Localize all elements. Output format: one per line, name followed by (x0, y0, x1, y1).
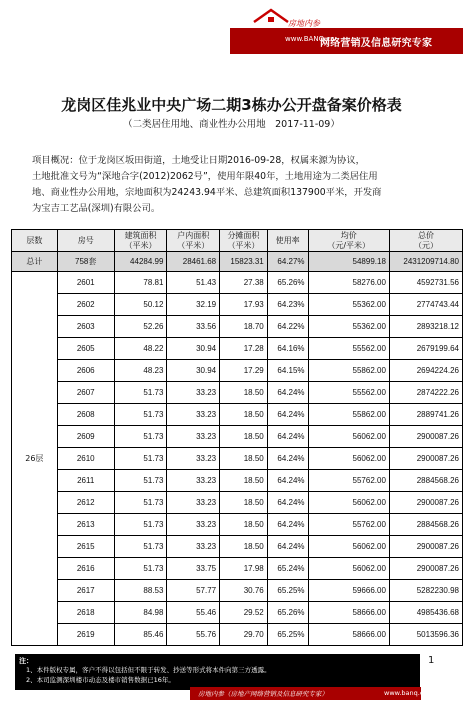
usage-rate-cell: 64.24% (267, 536, 308, 558)
shared-area-cell: 18.50 (220, 492, 268, 514)
table-row (12, 382, 463, 404)
built-area-cell: 51.73 (114, 470, 167, 492)
unit-price-cell: 55562.00 (308, 382, 389, 404)
table-row (12, 514, 463, 536)
total-price-cell: 2893218.12 (389, 316, 462, 338)
header-usage-rate: 使用率 (267, 230, 308, 252)
unit-price-cell: 55362.00 (308, 316, 389, 338)
floor-label: 26层 (12, 272, 58, 646)
unit-price-cell: 55762.00 (308, 470, 389, 492)
shared-area-cell: 18.50 (220, 426, 268, 448)
usage-rate-cell: 64.16% (267, 338, 308, 360)
footer-note-1: 1、本件版权专属，客户不得以包括但不限于转发、抄送等形式将本件向第三方透露。 (26, 666, 271, 674)
total-shared-area: 15823.31 (220, 252, 268, 272)
built-area-cell: 51.73 (114, 382, 167, 404)
usage-rate-cell: 64.24% (267, 492, 308, 514)
shared-area-cell: 27.38 (220, 272, 268, 294)
header-total-price: 总价 （元） (389, 230, 462, 252)
project-overview (32, 153, 434, 217)
table-row (12, 316, 463, 338)
room-number-cell: 2617 (57, 580, 114, 602)
footer-note-title: 注： (19, 657, 33, 665)
inner-area-cell: 33.23 (167, 470, 220, 492)
shared-area-cell: 18.50 (220, 404, 268, 426)
table-row (12, 272, 463, 294)
built-area-cell: 52.26 (114, 316, 167, 338)
unit-price-cell: 58666.00 (308, 624, 389, 646)
inner-area-cell: 33.23 (167, 492, 220, 514)
price-table (11, 229, 463, 646)
unit-price-cell: 58276.00 (308, 272, 389, 294)
usage-rate-cell: 64.24% (267, 404, 308, 426)
unit-price-cell: 56062.00 (308, 492, 389, 514)
usage-rate-cell: 64.24% (267, 470, 308, 492)
room-number-cell: 2602 (57, 294, 114, 316)
total-price-cell: 4592731.56 (389, 272, 462, 294)
total-price-cell: 2889741.26 (389, 404, 462, 426)
built-area-cell: 51.73 (114, 404, 167, 426)
table-row (12, 338, 463, 360)
unit-price-cell: 56062.00 (308, 426, 389, 448)
room-number-cell: 2616 (57, 558, 114, 580)
overview-line: 土地批准文号为“深地合字(2012)2062号”，使用年限40年，土地用途为二类居住用 (32, 171, 378, 182)
table-row (12, 426, 463, 448)
built-area-cell: 51.73 (114, 536, 167, 558)
usage-rate-cell: 64.15% (267, 360, 308, 382)
header-inner-area: 户内面积 （平米） (167, 230, 220, 252)
shared-area-cell: 18.50 (220, 470, 268, 492)
total-price-cell: 2874222.26 (389, 382, 462, 404)
header-floor: 层数 (12, 230, 58, 252)
house-logo-icon (252, 8, 290, 30)
total-price-cell: 2694224.26 (389, 360, 462, 382)
unit-price-cell: 58666.00 (308, 602, 389, 624)
total-price-cell: 2900087.26 (389, 536, 462, 558)
room-number-cell: 2611 (57, 470, 114, 492)
room-number-cell: 2608 (57, 404, 114, 426)
table-header-row (12, 230, 463, 252)
unit-price-cell: 55362.00 (308, 294, 389, 316)
shared-area-cell: 30.76 (220, 580, 268, 602)
usage-rate-cell: 64.24% (267, 514, 308, 536)
total-price-cell: 2679199.64 (389, 338, 462, 360)
shared-area-cell: 17.93 (220, 294, 268, 316)
usage-rate-cell: 64.22% (267, 316, 308, 338)
inner-area-cell: 57.77 (167, 580, 220, 602)
overview-line: 地、商业性办公用地，宗地面积为24243.94平米、总建筑面积137900平米，开发商 (32, 187, 382, 198)
built-area-cell: 50.12 (114, 294, 167, 316)
table-row (12, 580, 463, 602)
inner-area-cell: 33.75 (167, 558, 220, 580)
built-area-cell: 48.23 (114, 360, 167, 382)
total-row (12, 252, 463, 272)
built-area-cell: 78.81 (114, 272, 167, 294)
room-number-cell: 2618 (57, 602, 114, 624)
room-number-cell: 2615 (57, 536, 114, 558)
footer-brand: 房地内参（房地产网络营销及信息研究专家） (198, 690, 328, 698)
document-title: 龙岗区佳兆业中央广场二期3栋办公开盘备案价格表 (61, 96, 402, 114)
total-total-price: 2431209714.80 (389, 252, 462, 272)
room-number-cell: 2603 (57, 316, 114, 338)
shared-area-cell: 18.50 (220, 536, 268, 558)
total-price-cell: 2900087.26 (389, 426, 462, 448)
shared-area-cell: 17.29 (220, 360, 268, 382)
shared-area-cell: 18.50 (220, 514, 268, 536)
usage-rate-cell: 65.25% (267, 624, 308, 646)
total-price-cell: 2884568.26 (389, 514, 462, 536)
total-price-cell: 2900087.26 (389, 558, 462, 580)
table-row (12, 492, 463, 514)
header-unit-price: 均价 （元/平米） (308, 230, 389, 252)
table-row (12, 624, 463, 646)
built-area-cell: 84.98 (114, 602, 167, 624)
room-number-cell: 2613 (57, 514, 114, 536)
usage-rate-cell: 65.26% (267, 272, 308, 294)
footer-note-2: 2、本司监测深圳楼市动态及楼市销售数据已16年。 (26, 676, 175, 684)
shared-area-cell: 18.50 (220, 382, 268, 404)
total-room-count: 758套 (57, 252, 114, 272)
room-number-cell: 2609 (57, 426, 114, 448)
built-area-cell: 48.22 (114, 338, 167, 360)
total-price-cell: 5013596.36 (389, 624, 462, 646)
usage-rate-cell: 64.24% (267, 382, 308, 404)
usage-rate-cell: 64.23% (267, 294, 308, 316)
banner-brand-name: 房地内参 (288, 19, 320, 28)
built-area-cell: 51.73 (114, 492, 167, 514)
shared-area-cell: 17.28 (220, 338, 268, 360)
page-number: 1 (428, 655, 435, 666)
built-area-cell: 51.73 (114, 426, 167, 448)
room-number-cell: 2607 (57, 382, 114, 404)
table-row (12, 360, 463, 382)
document-subtitle: （二类居住用地、商业性办公用地 2017-11-09） (123, 119, 340, 130)
table-row (12, 602, 463, 624)
total-price-cell: 2900087.26 (389, 448, 462, 470)
overview-line: 项目概况：位于龙岗区坂田街道，土地受让日期2016-09-28，权属来源为协议， (32, 155, 365, 166)
room-number-cell: 2606 (57, 360, 114, 382)
inner-area-cell: 33.23 (167, 536, 220, 558)
overview-line: 为宝吉工艺品(深圳)有限公司。 (32, 203, 161, 214)
shared-area-cell: 29.52 (220, 602, 268, 624)
unit-price-cell: 55862.00 (308, 360, 389, 382)
table-row (12, 404, 463, 426)
shared-area-cell: 29.70 (220, 624, 268, 646)
built-area-cell: 51.73 (114, 448, 167, 470)
shared-area-cell: 18.50 (220, 448, 268, 470)
total-price-cell: 2774743.44 (389, 294, 462, 316)
header-shared-area: 分摊面积 （平米） (220, 230, 268, 252)
table-row (12, 448, 463, 470)
unit-price-cell: 56062.00 (308, 448, 389, 470)
inner-area-cell: 33.23 (167, 404, 220, 426)
total-usage-rate: 64.27% (267, 252, 308, 272)
unit-price-cell: 55862.00 (308, 404, 389, 426)
built-area-cell: 85.46 (114, 624, 167, 646)
room-number-cell: 2601 (57, 272, 114, 294)
unit-price-cell: 56062.00 (308, 536, 389, 558)
usage-rate-cell: 65.24% (267, 558, 308, 580)
total-price-cell: 5282230.98 (389, 580, 462, 602)
inner-area-cell: 33.23 (167, 448, 220, 470)
table-row (12, 294, 463, 316)
built-area-cell: 51.73 (114, 514, 167, 536)
banner-slogan: 网络营销及信息研究专家 (320, 38, 433, 49)
shared-area-cell: 17.98 (220, 558, 268, 580)
total-inner-area: 28461.68 (167, 252, 220, 272)
room-number-cell: 2612 (57, 492, 114, 514)
inner-area-cell: 55.46 (167, 602, 220, 624)
usage-rate-cell: 64.24% (267, 426, 308, 448)
header-room: 房号 (57, 230, 114, 252)
built-area-cell: 88.53 (114, 580, 167, 602)
room-number-cell: 2605 (57, 338, 114, 360)
inner-area-cell: 33.23 (167, 426, 220, 448)
total-label: 总计 (12, 252, 58, 272)
table-row (12, 536, 463, 558)
unit-price-cell: 56062.00 (308, 558, 389, 580)
inner-area-cell: 33.23 (167, 382, 220, 404)
inner-area-cell: 33.56 (167, 316, 220, 338)
header-built-area: 建筑面积 （平米） (114, 230, 167, 252)
total-unit-price: 54899.18 (308, 252, 389, 272)
total-price-cell: 4985436.68 (389, 602, 462, 624)
inner-area-cell: 30.94 (167, 338, 220, 360)
built-area-cell: 51.73 (114, 558, 167, 580)
inner-area-cell: 32.19 (167, 294, 220, 316)
unit-price-cell: 55562.00 (308, 338, 389, 360)
header-banner (0, 0, 463, 58)
footer-url[interactable]: www.banq.cn (384, 689, 428, 697)
total-price-cell: 2900087.26 (389, 492, 462, 514)
total-price-cell: 2884568.26 (389, 470, 462, 492)
unit-price-cell: 59666.00 (308, 580, 389, 602)
unit-price-cell: 55762.00 (308, 514, 389, 536)
inner-area-cell: 55.76 (167, 624, 220, 646)
room-number-cell: 2619 (57, 624, 114, 646)
inner-area-cell: 33.23 (167, 514, 220, 536)
usage-rate-cell: 64.24% (267, 448, 308, 470)
usage-rate-cell: 65.26% (267, 602, 308, 624)
inner-area-cell: 51.43 (167, 272, 220, 294)
total-built-area: 44284.99 (114, 252, 167, 272)
room-number-cell: 2610 (57, 448, 114, 470)
banner-url[interactable]: www.BANQ.cn (285, 35, 335, 43)
table-row (12, 558, 463, 580)
shared-area-cell: 18.70 (220, 316, 268, 338)
usage-rate-cell: 65.25% (267, 580, 308, 602)
table-row (12, 470, 463, 492)
inner-area-cell: 30.94 (167, 360, 220, 382)
